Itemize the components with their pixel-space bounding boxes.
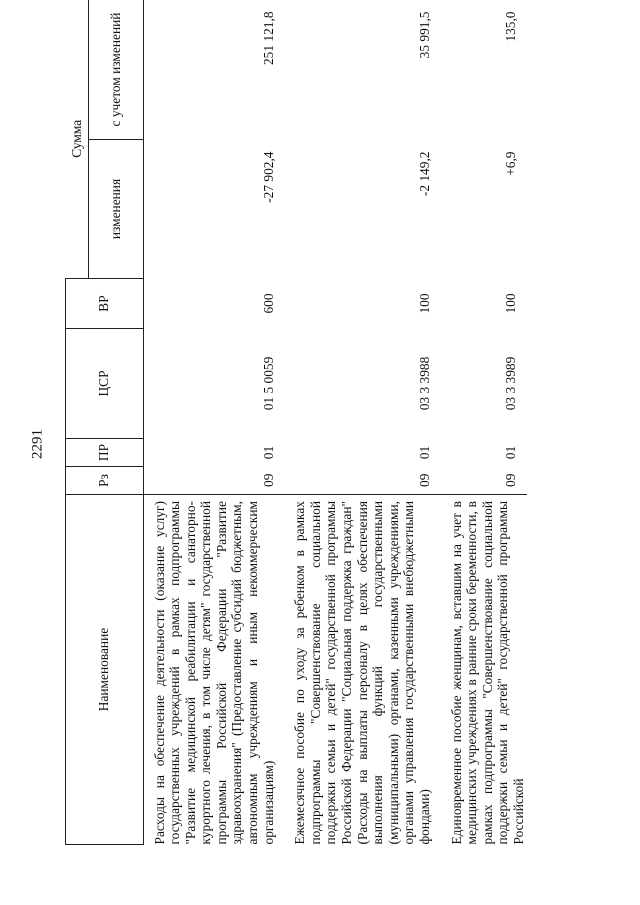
header-pr: ПР [66,439,144,467]
header-with-changes: с учетом изменений [88,0,143,140]
row-vr: 600 [260,293,276,314]
row-name: Расходы на обеспечение деятельности (оказание услуг) государственных учреждений в рамках подпрограммы "Развитие медицинской реабилитации и санаторно-курортного лечения, в том числе детям" государственной программы Российской Федерации "Развитие здравоохранения" (Предоставление субсидий бюджетным, автономным учреждениям и иным некоммерческим организациям) [143,495,284,845]
row-csr: 01 5 0059 [260,356,276,411]
row-name: Ежемесячное пособие по уходу за ребенком в рамках подпрограммы "Совершенствование социальной поддержки семьи и детей" государственной программы Российской Федерации "Социальная поддержка граждан" (Расходы на выплаты персоналу в целях обеспечения выполнения функций государственными (муниципальными) органами, казенными учреждениями, органами управления государственными внебюджетными фондами) [284,495,440,845]
row-total: 135,0 [502,11,518,42]
row-rz: 09 [502,473,518,487]
row-change: -27 902,4 [260,151,276,203]
row-pr: 01 [260,445,276,460]
row-vr: 100 [417,293,432,314]
row-total: 35 991,5 [417,11,432,59]
table-row [143,0,284,845]
row-change: -2 149,2 [417,151,432,197]
header-name: Наименование [66,495,144,845]
table-row [284,0,440,845]
row-change: +6,9 [502,151,518,176]
header-sum: Сумма [66,0,89,279]
row-csr: 03 3 3989 [502,356,518,411]
row-rz: 09 [417,473,432,487]
header-rz: Рз [66,467,144,495]
header-changes: изменения [88,140,143,279]
header-vr: ВР [66,279,144,329]
row-rz: 09 [260,473,276,487]
page-number: 2291 [29,429,46,459]
row-csr: 03 3 3988 [417,356,432,411]
row-pr: 01 [502,445,518,460]
row-pr: 01 [417,445,432,460]
header-csr: ЦСР [66,329,144,439]
table-row [441,0,527,845]
budget-table [65,0,527,845]
row-vr: 100 [502,293,518,314]
row-total: 251 121,8 [260,11,276,66]
rotated-page-content [65,0,605,845]
row-name: Единовременное пособие женщинам, вставшим на учет в медицинских учреждениях в ранние сроки беременности, в рамках подпрограммы "Совершенствование социальной поддержки семьи и детей" государственной программы Российской [441,495,527,845]
